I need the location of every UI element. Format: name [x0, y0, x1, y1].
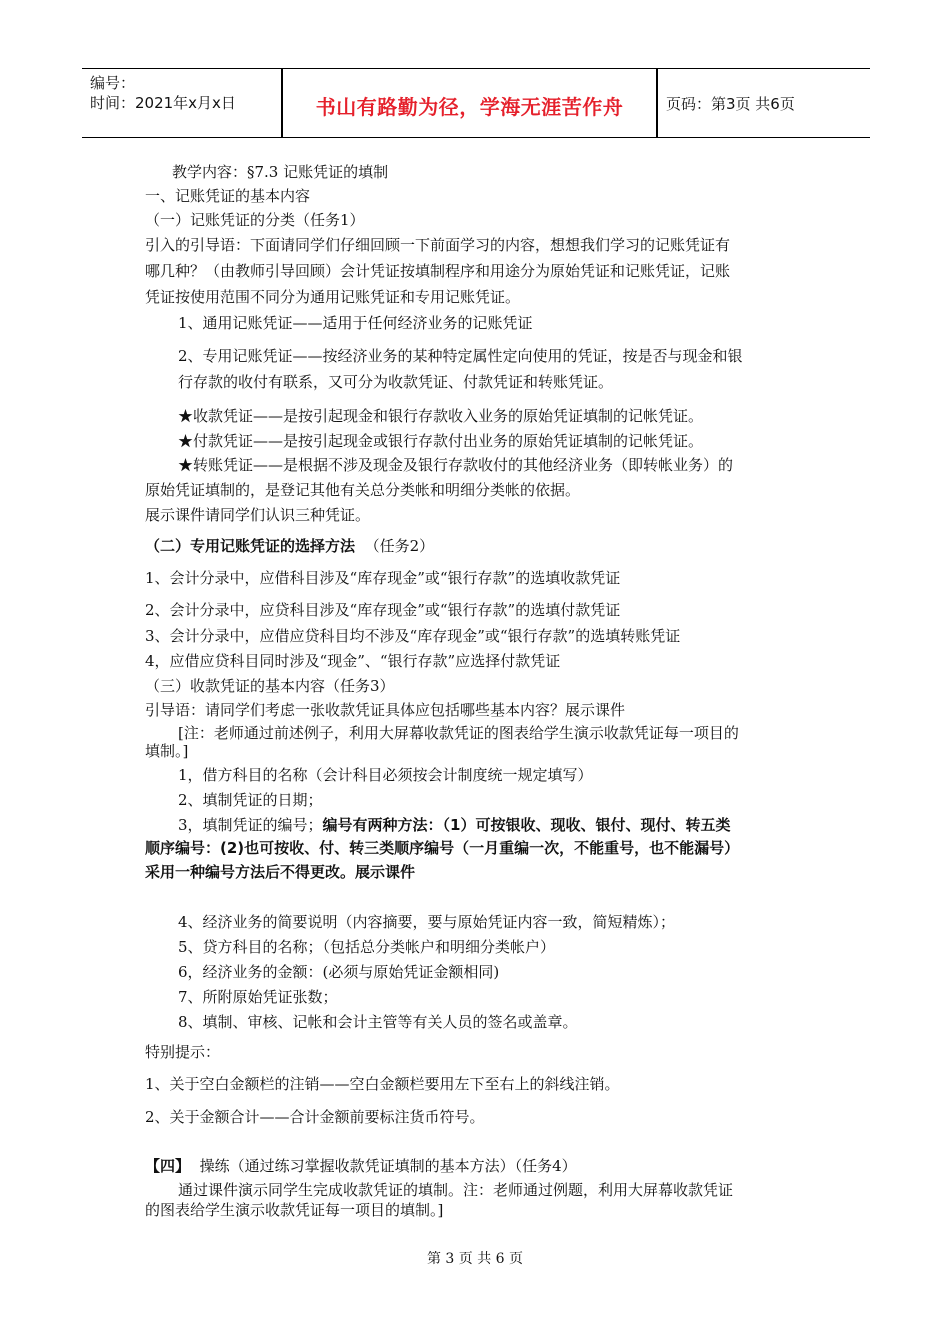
paragraph-line: 通过课件演示同学生完成收款凭证的填制。注：老师通过例题，利用大屏幕收款凭证 [178, 1181, 734, 1199]
paragraph-line: 凭证按使用范围不同分为通用记账凭证和专用记账凭证。 [145, 288, 521, 306]
subsection-title: 操练（通过练习掌握收款凭证填制的基本方法）（任务4） [199, 1157, 577, 1175]
list-item: 1、通用记账凭证——适用于任何经济业务的记账凭证 [178, 314, 533, 332]
paragraph-line: 的图表给学生演示收款凭证每一项目的填制。] [145, 1201, 444, 1219]
list-item: 5、贷方科目的名称；（包括总分类帐户和明细分类帐户） [178, 938, 556, 956]
date-label: 时间：2021年x月x日 [90, 94, 236, 112]
page-header [82, 68, 870, 138]
page-footer: 第 3 页 共 6 页 [426, 1251, 524, 1267]
paragraph-line: 原始凭证填制的，是登记其他有关总分类帐和明细分类帐的依据。 [145, 481, 581, 499]
item-label: 3，填制凭证的编号； [178, 816, 323, 834]
item-emphasis: 编号有两种方法：（1）可按银收、现收、银付、现付、转五类 [322, 816, 731, 834]
teaching-content-line: 教学内容：§7.3 记账凭证的填制 [172, 163, 389, 181]
special-note-heading: 特别提示： [145, 1043, 221, 1061]
note-line: 填制。] [145, 742, 189, 760]
note-line: [注：老师通过前述例子，利用大屏幕收款凭证的图表给学生演示收款凭证每一项目的 [178, 724, 739, 742]
list-item: 2、专用记账凭证——按经济业务的某种特定属性定向使用的凭证，按是否与现金和银 [178, 347, 743, 365]
list-item: 4，应借应贷科目同时涉及“现金”、“银行存款”应选择付款凭证 [145, 652, 561, 670]
header-motto: 书山有路勤为径，学海无涯苦作舟 [315, 95, 624, 119]
list-item: 2、关于金额合计——合计金额前要标注货币符号。 [145, 1108, 485, 1126]
list-item: 3、会计分录中，应借应贷科目均不涉及“库存现金”或“银行存款”的选填转账凭证 [145, 627, 681, 645]
star-item: ★转账凭证——是根据不涉及现金及银行存款收付的其他经济业务（即转帐业务）的 [178, 456, 734, 474]
list-item: 1、关于空白金额栏的注销——空白金额栏要用左下至右上的斜线注销。 [145, 1075, 620, 1093]
paragraph-line: 哪几种？（由教师引导回顾）会计凭证按填制程序和用途分为原始凭证和记账凭证，记账 [145, 262, 731, 280]
star-item: ★付款凭证——是按引起现金或银行存款付出业务的原始凭证填制的记帐凭证。 [178, 432, 704, 450]
paragraph-line: 引入的引导语：下面请同学们仔细回顾一下前面学习的内容，想想我们学习的记账凭证有 [145, 236, 731, 254]
subsection-heading [145, 536, 434, 556]
emphasis-line: 顺序编号：(2)也可按收、付、转三类顺序编号（一月重编一次，不能重号，也不能漏号） [145, 839, 740, 857]
number-label: 编号： [90, 74, 136, 92]
paragraph-line: 引导语：请同学们考虑一张收款凭证具体应包括哪些基本内容？展示课件 [145, 701, 626, 719]
list-item: 4、经济业务的简要说明（内容摘要，要与原始凭证内容一致，简短精炼）； [178, 913, 676, 931]
list-item: 行存款的收付有联系，又可分为收款凭证、付款凭证和转账凭证。 [178, 373, 614, 391]
section-heading: 一、记账凭证的基本内容 [145, 187, 311, 205]
header-meta [90, 73, 236, 113]
list-item: 1，借方科目的名称（会计科目必须按会计制度统一规定填写） [178, 766, 593, 784]
star-item: ★收款凭证——是按引起现金和银行存款收入业务的原始凭证填制的记帐凭证。 [178, 407, 704, 425]
list-item: 1、会计分录中，应借科目涉及“库存现金”或“银行存款”的选填收款凭证 [145, 569, 621, 587]
header-divider [656, 69, 658, 137]
list-item: 2、会计分录中，应贷科目涉及“库存现金”或“银行存款”的选填付款凭证 [145, 601, 621, 619]
emphasis-line: 采用一种编号方法后不得更改。展示课件 [145, 863, 416, 881]
header-page-label: 页码：第3页 共6页 [666, 95, 795, 113]
list-item: 8、填制、审核、记帐和会计主管等有关人员的签名或盖章。 [178, 1013, 578, 1031]
list-item: 2、填制凭证的日期； [178, 791, 323, 809]
subsection-heading [145, 1156, 577, 1176]
subsection-title: （二）专用记账凭证的选择方法 [145, 537, 356, 555]
list-item: 6，经济业务的金额：(必须与原始凭证金额相同) [178, 963, 500, 981]
subsection-heading: （三）收款凭证的基本内容（任务3） [145, 677, 395, 695]
section-marker: 【四】 [145, 1157, 191, 1175]
subsection-heading: （一）记账凭证的分类（任务1） [145, 211, 365, 229]
list-item [178, 815, 731, 835]
list-item: 7、所附原始凭证张数； [178, 988, 338, 1006]
task-tag: （任务2） [364, 537, 435, 555]
paragraph-line: 展示课件请同学们认识三种凭证。 [145, 506, 371, 524]
